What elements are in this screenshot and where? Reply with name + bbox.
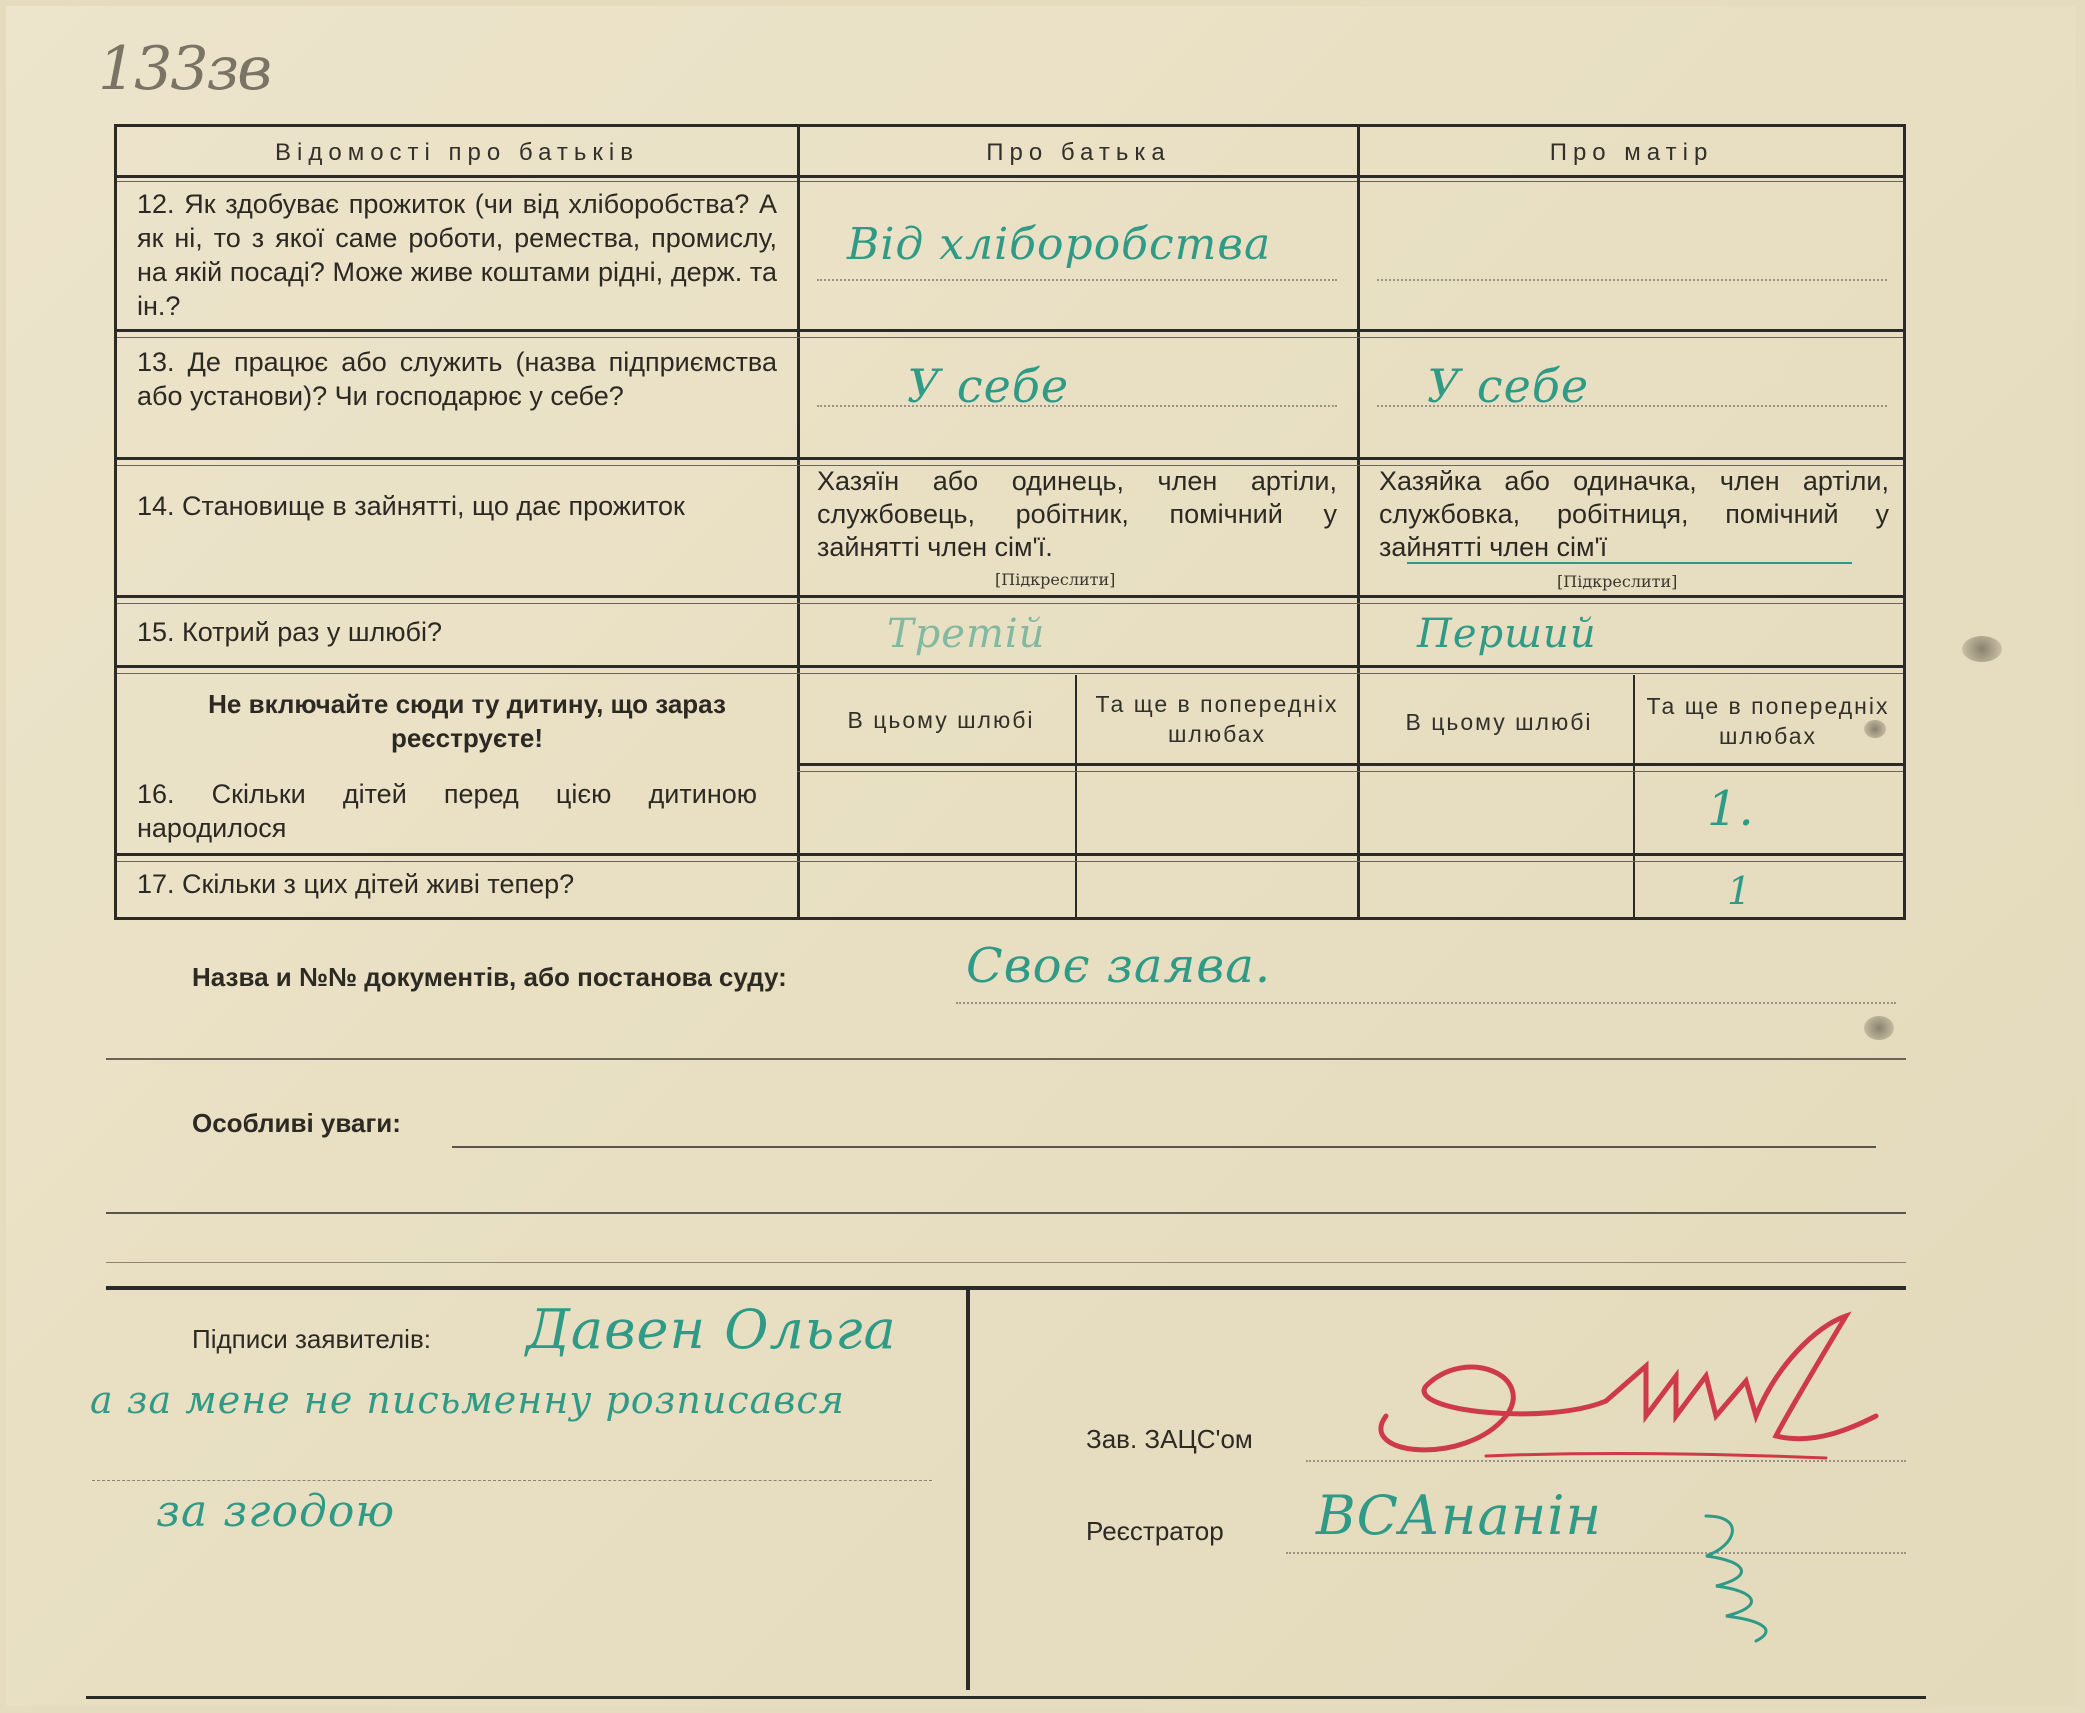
header-mother: Про матір bbox=[1549, 139, 1714, 166]
parents-info-table bbox=[114, 124, 1906, 920]
children-note: Не включайте сюди ту дитину, що зараз реєструєте! bbox=[208, 689, 726, 753]
question-16: 16. Скільки дітей перед цією дитиною народилося bbox=[137, 779, 757, 843]
answer-15-father: Третій bbox=[887, 611, 1046, 657]
applicant-note-line-2: за згодою bbox=[156, 1486, 396, 1537]
punch-hole bbox=[1864, 1016, 1894, 1040]
signature-divider bbox=[966, 1290, 970, 1690]
documents-value: Своє заява. bbox=[966, 938, 1272, 994]
underline-note-father: [Підкреслити] bbox=[995, 570, 1116, 589]
signature-section-rule bbox=[106, 1286, 1906, 1290]
question-12: 12. Як здобуває прожиток (чи від хліборобства? А як ні, то з якої саме роботи, ремества, промислу, на якій посаді? Може живе коштами рідні, держ. та ін.? bbox=[137, 189, 777, 321]
registrar-signature: ВСАнанін bbox=[1316, 1484, 1603, 1547]
column-divider-1 bbox=[797, 127, 800, 917]
punch-hole bbox=[1864, 720, 1886, 738]
head-label: Зав. ЗАЦС'ом bbox=[1086, 1424, 1253, 1454]
underline-note-mother: [Підкреслити] bbox=[1557, 572, 1678, 591]
sub-divider-mother bbox=[1633, 675, 1635, 917]
answer-15-mother: Перший bbox=[1417, 611, 1597, 657]
bottom-rule bbox=[86, 1696, 1926, 1699]
head-signature-mark bbox=[1346, 1306, 1886, 1491]
col-father-previous: Та ще в попередніх шлюбах bbox=[1095, 691, 1339, 747]
answer-17-mother-previous: 1 bbox=[1727, 869, 1753, 913]
col-mother-previous: Та ще в попередніх шлюбах bbox=[1646, 693, 1890, 749]
applicant-signature: Давен Ольга bbox=[526, 1298, 897, 1361]
answer-14-father-options: Хазяїн або одинець, член артіли, службовець, робітник, помічний у зайнятті член сім'ї. bbox=[817, 466, 1337, 562]
column-divider-2 bbox=[1357, 127, 1360, 917]
question-13: 13. Де працює або служить (назва підприємства або установи)? Чи господарює у себе? bbox=[137, 347, 777, 411]
header-parents-info: Відомості про батьків bbox=[275, 139, 639, 166]
question-17: 17. Скільки з цих дітей живі тепер? bbox=[137, 869, 575, 899]
documents-label: Назва и №№ документів, або постанова суду: bbox=[192, 962, 787, 992]
col-father-this-marriage: В цьому шлюбі bbox=[847, 707, 1035, 733]
edge-tear bbox=[1962, 636, 2002, 662]
answer-13-father: У себе bbox=[907, 359, 1070, 413]
sub-divider-father bbox=[1075, 675, 1077, 917]
question-14: 14. Становище в зайнятті, що дає прожиток bbox=[137, 491, 685, 521]
col-mother-this-marriage: В цьому шлюбі bbox=[1405, 709, 1593, 735]
registrar-label: Реєстратор bbox=[1086, 1516, 1224, 1546]
answer-12-father: Від хліборобства bbox=[847, 219, 1272, 270]
applicants-label: Підписи заявителів: bbox=[192, 1324, 431, 1354]
remarks-label: Особливі уваги: bbox=[192, 1108, 401, 1138]
header-father: Про батька bbox=[986, 139, 1171, 166]
header-rule bbox=[117, 175, 1903, 178]
applicant-note-line-1: а за мене не письменну розписався bbox=[90, 1378, 845, 1422]
answer-16-mother-previous: 1. bbox=[1707, 781, 1755, 837]
answer-13-mother: У себе bbox=[1427, 359, 1590, 413]
form-sheet bbox=[6, 6, 2076, 1706]
answer-14-mother-options: Хазяйка або одиначка, член артіли, службовка, робітниця, помічний у зайнятті член сім'ї bbox=[1379, 466, 1889, 562]
registrar-signature-flourish bbox=[1686, 1506, 1796, 1651]
question-15: 15. Котрий раз у шлюбі? bbox=[137, 617, 442, 647]
archive-number: 133зв bbox=[98, 34, 271, 104]
mother-choice-underline bbox=[1407, 562, 1852, 564]
